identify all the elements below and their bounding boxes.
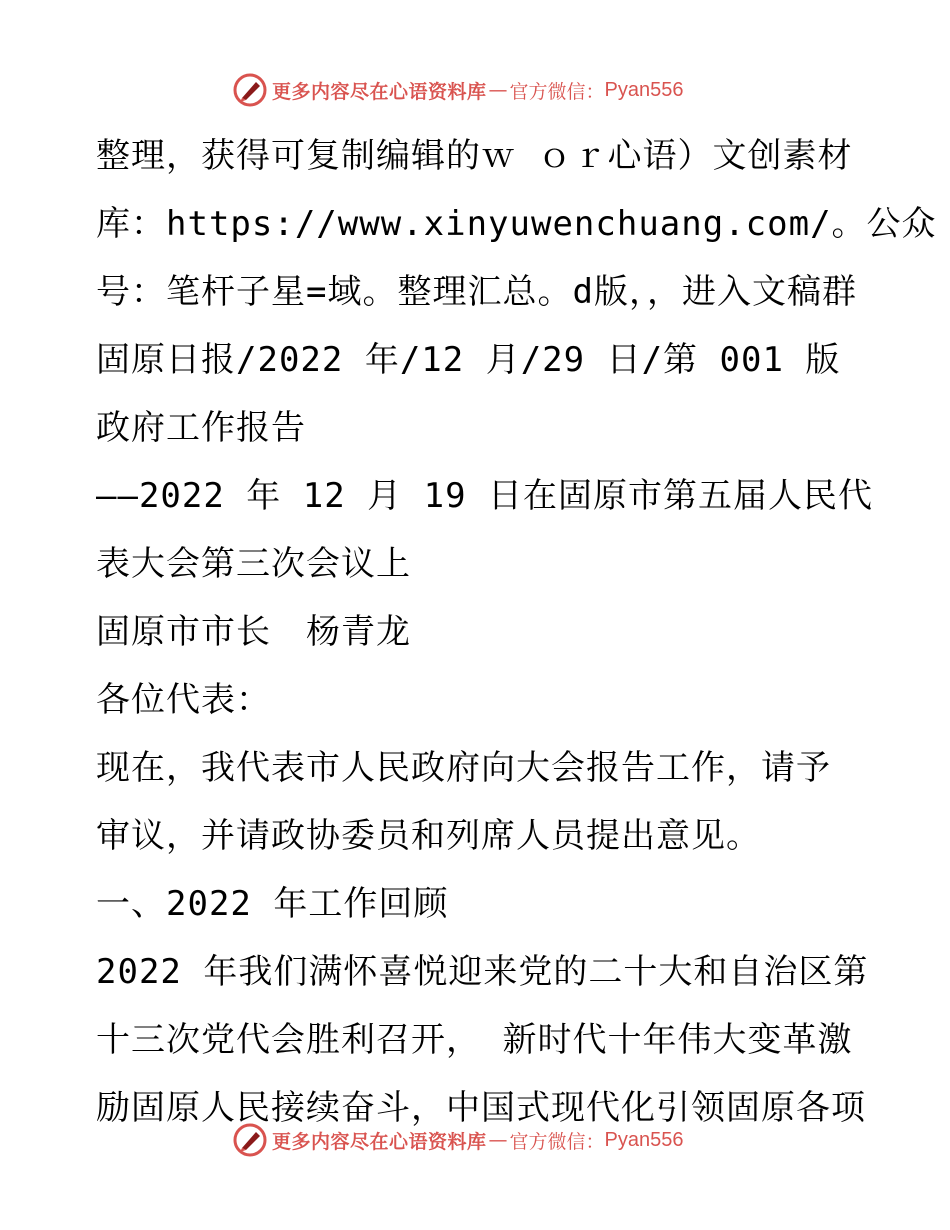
text-line: 固原市市长 杨青龙 <box>96 612 411 652</box>
text-line: 号：笔杆子星=域。整理汇总。d版，，进入文稿群 <box>96 272 857 312</box>
text-line: 现在，我代表市人民政府向大会报告工作，请予 <box>96 748 831 788</box>
header-banner <box>232 70 752 110</box>
banner-text: 更多内容尽在心语资料库 <box>272 80 487 103</box>
text-line: 表大会第三次会议上 <box>96 544 411 584</box>
banner-wechat-id: Pyan556 <box>604 78 684 101</box>
pen-logo-icon <box>232 1122 268 1158</box>
text-line: 励固原人民接续奋斗，中国式现代化引领固原各项 <box>96 1088 866 1128</box>
document-body <box>96 122 937 1142</box>
text-line: ——2022 年 12 月 19 日在固原市第五届人民代 <box>96 476 874 516</box>
text-line: 库：https://www.xinyuwenchuang.com/。公众 <box>96 204 937 244</box>
text-line: 审议，并请政协委员和列席人员提出意见。 <box>96 816 761 856</box>
text-line: 整理，获得可复制编辑的ｗ ｏｒ心语）文创素材 <box>96 136 853 176</box>
text-line: 一、2022 年工作回顾 <box>96 884 449 924</box>
banner-wechat-label: 官方微信： <box>509 80 605 103</box>
banner-dash: — <box>488 79 508 101</box>
banner-dash: — <box>488 1129 508 1151</box>
banner-text: 更多内容尽在心语资料库 <box>272 1130 487 1153</box>
text-line: 2022 年我们满怀喜悦迎来党的二十大和自治区第 <box>96 952 869 992</box>
banner-wechat-id: Pyan556 <box>604 1128 684 1151</box>
text-line: 固原日报/2022 年/12 月/29 日/第 001 版 <box>96 340 841 380</box>
text-line: 十三次党代会胜利召开， 新时代十年伟大变革激 <box>96 1020 853 1060</box>
banner-wechat-label: 官方微信： <box>509 1130 605 1153</box>
text-line: 各位代表： <box>96 680 271 720</box>
text-line: 政府工作报告 <box>96 408 306 448</box>
pen-logo-icon <box>232 72 268 108</box>
footer-banner <box>232 1120 752 1160</box>
